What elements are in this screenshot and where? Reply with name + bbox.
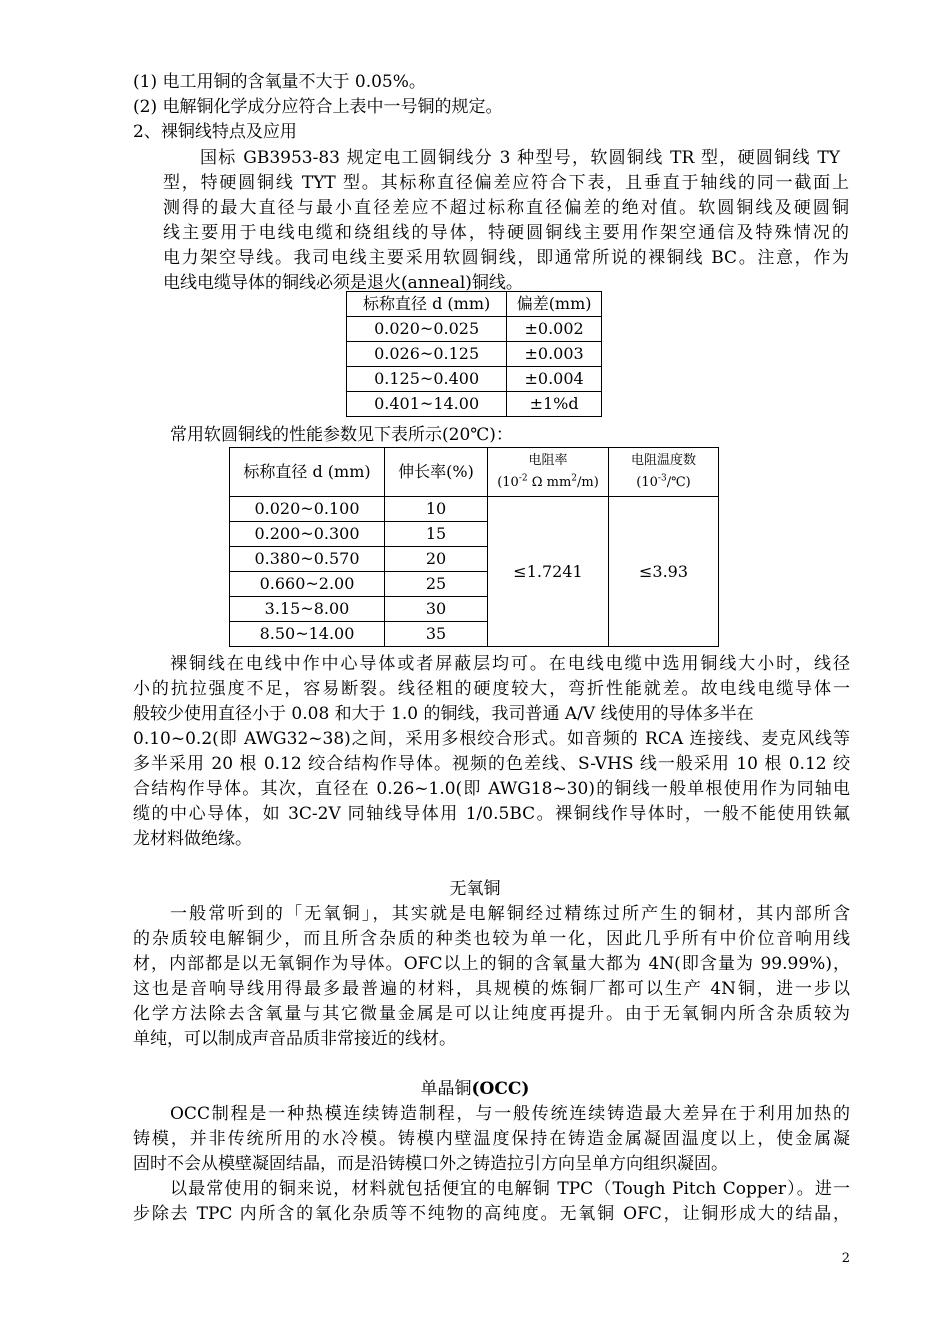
table-cell: 0.125~0.400 [347, 367, 507, 392]
table-cell: 8.50~14.00 [230, 622, 385, 647]
text-line: 的杂质较电解铜少，而且所含杂质的种类也较为单一化，因此几乎所有中价位音响用线 [133, 929, 850, 949]
table-cell: 20 [385, 547, 488, 572]
table-cell: ±0.004 [507, 367, 602, 392]
table-cell: ±0.002 [507, 317, 602, 342]
page-number: 2 [841, 1251, 850, 1266]
table-row [347, 367, 602, 392]
occ-title [0, 1077, 950, 1102]
table2-caption: 常用软圆铜线的性能参数见下表所示(20℃)： [170, 425, 513, 445]
table-cell: 3.15~8.00 [230, 597, 385, 622]
table-cell: 0.200~0.300 [230, 522, 385, 547]
table-cell: 0.020~0.100 [230, 497, 385, 522]
table-cell: ±0.003 [507, 342, 602, 367]
table-cell: 35 [385, 622, 488, 647]
tempcoef-label: 电阻温度数 [630, 453, 696, 468]
text-line: 铸模，并非传统所用的水冷模。铸模内壁温度保持在铸造金属凝固温度以上，使金属凝 [133, 1129, 850, 1149]
occ-title-en: (OCC) [471, 1079, 530, 1099]
text-line: 这也是音响导线用得最多最普遍的材料，具规模的炼铜厂都可以生产 4N铜，进一步以 [133, 979, 850, 999]
table-cell: 0.660~2.00 [230, 572, 385, 597]
text-line: 电线电缆导体的铜线必须是退火(anneal)铜线。 [163, 273, 523, 293]
table-header [609, 448, 719, 497]
text-line: 一般常听到的「无氧铜」，其实就是电解铜经过精练过所产生的铜材，其内部所含 [170, 904, 850, 924]
text-line: 般较少使用直径小于 0.08 和大于 1.0 的铜线，我司普通 A/V 线使用的导体多半在 [133, 704, 754, 724]
copper-properties-table [229, 447, 719, 647]
text-line: 小的抗拉强度不足，容易断裂。线径粗的硬度较大，弯折性能就差。故电线电缆导体一 [133, 679, 850, 699]
text-line: 0.10~0.2(即 AWG32~38)之间，采用多根绞合形式。如音频的 RCA 连接线、麦克风线等 [133, 729, 850, 749]
text-line: 电力架空导线。我司电线主要采用软圆铜线，即通常所说的裸铜线 BC。注意，作为 [163, 248, 849, 268]
table-header: 标称直径 d (mm) [347, 292, 507, 317]
resistivity-unit: ($10^{-2}$ Ω $mm^2/m$) [497, 473, 599, 490]
resistivity-label: 电阻率 [528, 453, 568, 468]
table-cell: 25 [385, 572, 488, 597]
text-line: 化学方法除去含氧量与其它微量金属是可以让纯度再提升。由于无氧铜内所含杂质较为 [133, 1004, 850, 1024]
text-line: 步除去 TPC 内所含的氧化杂质等不纯物的高纯度。无氧铜 OFC，让铜形成大的结晶， [133, 1204, 850, 1224]
text-line: 国标 GB3953-83 规定电工圆铜线分 3 种型号，软圆铜线 TR 型，硬圆铜线 TY [200, 148, 840, 168]
text-line: 单纯，可以制成声音品质非常接近的线材。 [133, 1029, 456, 1049]
text-line: 材，内部都是以无氧铜作为导体。OFC以上的铜的含氧量大都为 4N(即含量为 99.99%)， [133, 954, 850, 974]
table-cell: 0.380~0.570 [230, 547, 385, 572]
occ-title-cn: 单晶铜 [420, 1079, 472, 1099]
table-header: 伸长率(%) [385, 448, 488, 497]
note-1: (1) 电工用铜的含氧量不大于 0.05%。 [133, 72, 426, 92]
table-header: 偏差(mm) [507, 292, 602, 317]
text-line: OCC制程是一种热模连续铸造制程，与一般传统连续铸造最大差异在于利用加热的 [170, 1104, 850, 1124]
table-cell: 0.401~14.00 [347, 392, 507, 417]
text-line: 以最常使用的铜来说，材料就包括便宜的电解铜 TPC（Tough Pitch Copper）。进一 [170, 1179, 850, 1199]
text-line: 合结构作导体。其次，直径在 0.26~1.0(即 AWG18~30)的铜线一般单根使用作为同轴电 [133, 779, 850, 799]
table-row [347, 392, 602, 417]
text-line: 多半采用 20 根 0.12 绞合结构作导体。视频的色差线、S-VHS 线一般采用 10 根 0.12 绞 [133, 754, 850, 774]
table-row [347, 317, 602, 342]
text-line: 测得的最大直径与最小直径差应不超过标称直径偏差的绝对值。软圆铜线及硬圆铜 [163, 198, 849, 218]
text-line: 缆的中心导体，如 3C-2V 同轴线导体用 1/0.5BC。裸铜线作导体时，一般不能使用铁氟 [133, 804, 850, 824]
diameter-tolerance-table [346, 291, 602, 417]
table-cell: 0.026~0.125 [347, 342, 507, 367]
table-header [488, 448, 609, 497]
table-row [347, 342, 602, 367]
text-line: 型，特硬圆铜线 TYT 型。其标称直径偏差应符合下表，且垂直于轴线的同一截面上 [163, 173, 849, 193]
tempcoef-value: ≤3.93 [609, 497, 719, 647]
text-line: 固时不会从模壁凝固结晶，而是沿铸模口外之铸造拉引方向呈单方向组织凝固。 [133, 1154, 728, 1174]
text-line: 龙材料做绝缘。 [133, 829, 252, 849]
table-header: 标称直径 d (mm) [230, 448, 385, 497]
resistivity-value: ≤1.7241 [488, 497, 609, 647]
section-heading: 2、裸铜线特点及应用 [133, 122, 297, 142]
table-row [230, 497, 719, 522]
table-cell: ±1%d [507, 392, 602, 417]
table-cell: 30 [385, 597, 488, 622]
table-cell: 0.020~0.025 [347, 317, 507, 342]
note-2: (2) 电解铜化学成分应符合上表中一号铜的规定。 [133, 97, 503, 117]
table-cell: 10 [385, 497, 488, 522]
tempcoef-unit: $(10^{-3}/℃)$ [636, 473, 691, 490]
ofc-title: 无氧铜 [449, 879, 501, 899]
table-cell: 15 [385, 522, 488, 547]
text-line: 线主要用于电线电缆和绕组线的导体，特硬圆铜线主要用作架空通信及特殊情况的 [163, 223, 849, 243]
text-line: 裸铜线在电线中作中心导体或者屏蔽层均可。在电线电缆中选用铜线大小时，线径 [170, 654, 850, 674]
